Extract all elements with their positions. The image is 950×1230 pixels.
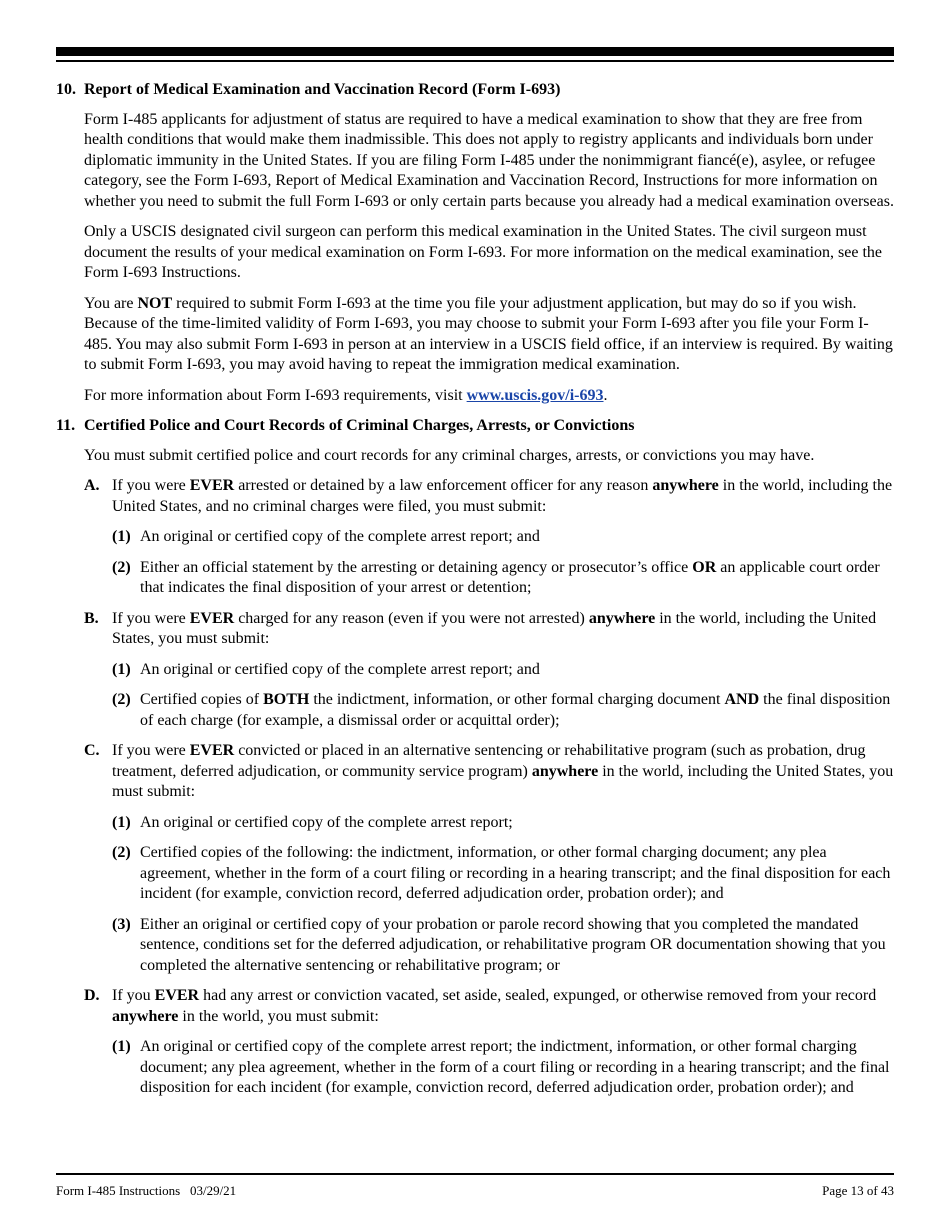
sub-item: (3) Either an original or certified copy of your probation or parole record showing that you completed the mandated sentence, conditions set for the deferred adjudication, or rehabilitative program OR documentation showing that you completed the alternative sentencing or rehabilitative program; or [112, 915, 886, 974]
item-label: B. [84, 609, 99, 627]
sub-item-label: (1) [112, 660, 131, 678]
document-body [56, 80, 894, 1109]
item-label: D. [84, 987, 100, 1004]
section-11-heading [56, 416, 894, 437]
paragraph: You must submit certified police and court records for any criminal charges, arrests, or convictions you may have. [84, 446, 815, 464]
paragraph: You are NOT required to submit Form I-693 at the time you file your adjustment application, but may do so if you wish. Because of the time-limited validity of Form I-693, you may choose to submit your Form I-693 after you file your Form I-485. You may also submit Form I-693 in person at an interview in a USCIS field office, if an interview is required. By waiting to submit Form I-693, you may avoid having to repeat the immigration medical examination. [84, 294, 893, 373]
sub-item: (2) Certified copies of the following: the indictment, information, or other formal charging document; any plea agreement, whether in the form of a court filing or recording in a hearing transcript; and the final disposition for each incident (for example, conviction record, deferred adjudication order, probation order); and [112, 844, 891, 902]
header-rule-thick [56, 47, 894, 56]
paragraph: For more information about Form I-693 requirements, visit www.uscis.gov/i-693. [84, 386, 608, 404]
section-number: 11. [56, 417, 76, 434]
list-item-b: B. If you were EVER charged for any reason (even if you were not arrested) anywhere in the world, including the United States, you must submit: [84, 609, 877, 647]
sub-item-label: (3) [112, 915, 131, 933]
paragraph: Form I-485 applicants for adjustment of status are required to have a medical examination to show that they are free from health conditions that would make them inadmissible. This does not apply to registry applicants and individuals born under diplomatic immunity in the United States. If you are filing Form I-485 under the nonimmigrant fiancé(e), asylee, or refugee category, see the Form I-693, Report of Medical Examination and Vaccination Record, Instructions for more information on whether you need to submit the full Form I-693 or only certain parts because you already had a medical examination overseas. [84, 110, 894, 210]
section-title: Report of Medical Examination and Vaccination Record (Form I-693) [84, 81, 561, 98]
sub-item: (2) Certified copies of BOTH the indictment, information, or other formal charging document AND the final disposition of each charge (for example, a dismissal order or acquittal order); [112, 691, 891, 729]
item-label: A. [84, 477, 100, 494]
list-item-a: A. If you were EVER arrested or detained by a law enforcement officer for any reason anywhere in the world, including the United States, and no criminal charges were filed, you must submit: [84, 477, 893, 515]
sub-item: (1) An original or certified copy of the complete arrest report; [56, 813, 894, 834]
list-item-d: D. If you EVER had any arrest or conviction vacated, set aside, sealed, expunged, or otherwise removed from your record anywhere in the world, you must submit: [84, 987, 877, 1025]
sub-item-label: (1) [112, 1038, 131, 1055]
paragraph: Only a USCIS designated civil surgeon can perform this medical examination in the United States. The civil surgeon must document the results of your medical examination on Form I-693. For more information on the medical examination, see the Form I-693 Instructions. [84, 223, 883, 281]
sub-item: (1) An original or certified copy of the complete arrest report; the indictment, information, or other formal charging document; any plea agreement, whether in the form of a court filing or recording in a hearing transcript; and the final disposition for each incident (for example, conviction record, deferred adjudication order, probation order); and [112, 1038, 890, 1096]
uscis-i693-link[interactable]: www.uscis.gov/i-693 [466, 386, 604, 404]
footer-form-id: Form I-485 Instructions 03/29/21 [56, 1183, 237, 1198]
sub-item-label: (2) [112, 844, 131, 861]
footer-rule [56, 1173, 894, 1175]
sub-item-label: (2) [112, 691, 131, 708]
sub-item: (2) Either an official statement by the arresting or detaining agency or prosecutor’s office OR an applicable court order that indicates the final disposition of your arrest or detention; [112, 558, 880, 596]
sub-item-label: (1) [112, 813, 131, 831]
header-rule-thin [56, 60, 894, 62]
section-number: 10. [56, 81, 76, 98]
sub-item: (1) An original or certified copy of the complete arrest report; and [56, 527, 894, 548]
item-label: C. [84, 742, 100, 759]
section-title: Certified Police and Court Records of Criminal Charges, Arrests, or Convictions [84, 417, 635, 434]
list-item-c: C. If you were EVER convicted or placed in an alternative sentencing or rehabilitative program (such as probation, drug treatment, deferred adjudication, or community service program) anywhere in the world, including the United States, you must submit: [84, 742, 894, 800]
sub-item: (1) An original or certified copy of the complete arrest report; and [56, 660, 894, 681]
sub-item-label: (1) [112, 528, 131, 545]
section-10-heading [56, 80, 894, 101]
sub-item-label: (2) [112, 558, 131, 576]
footer-page-number: Page 13 of 43 [822, 1183, 894, 1198]
